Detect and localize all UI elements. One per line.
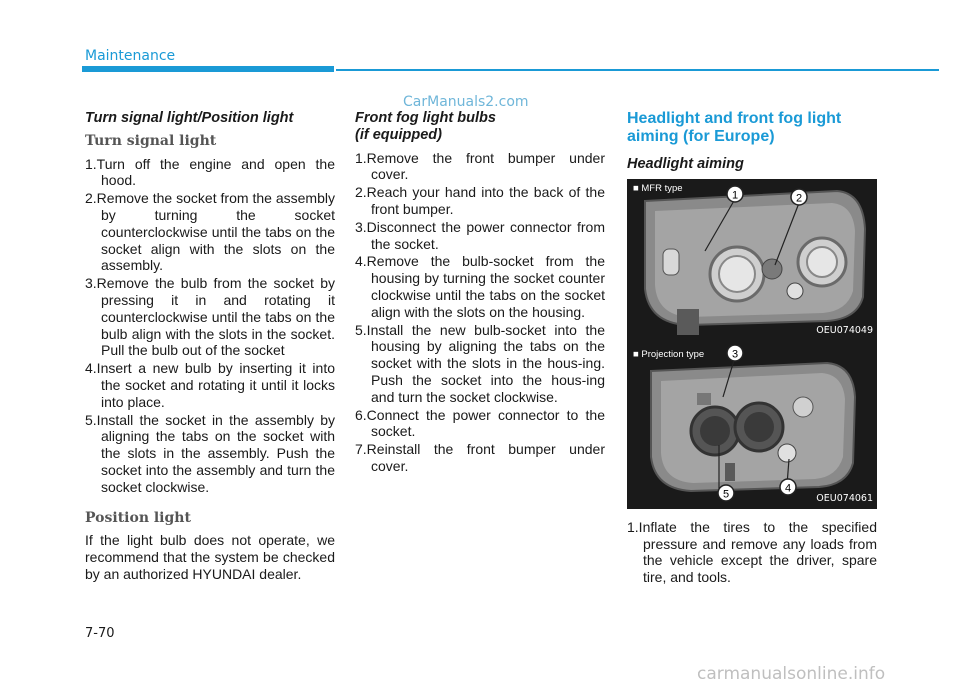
header-rule [336,69,939,71]
step-item: 1.Inflate the tires to the specified pressure and remove any loads from the vehicle except the driver, spare tire, and tools. [627,518,877,586]
page-number: 7-70 [85,626,115,641]
fog-light-heading-line2: (if equipped) [355,126,442,143]
step-item: 1.Remove the front bumper under cover. [355,149,605,183]
aiming-heading-line2: aiming (for Europe) [627,128,775,145]
position-light-subheading: Position light [85,509,191,526]
fog-light-steps [355,150,605,475]
mfr-figure-code: OEU074049 [816,325,873,336]
header-accent-bar [82,66,334,72]
fog-light-heading-line1: Front fog light bulbs [355,110,496,126]
mfr-headlamp-illustration [627,179,877,341]
step-item: 5.Install the socket in the assembly by aligning the tabs on the socket with the slots in the assembly. Push the socket into the assembly and turn the socket clockwise. [85,411,335,495]
step-item: 2.Reach your hand into the back of the front bumper. [355,184,605,217]
column-headlight-aiming [627,110,877,587]
turn-signal-heading: Turn signal light/Position light [85,110,294,126]
step-item: 3.Disconnect the power connector from the socket. [355,218,605,252]
step-item: 6.Connect the power connector to the socket. [355,406,605,440]
column-fog-light [355,110,605,476]
watermark-top[interactable]: CarManuals2.com [403,94,529,110]
headlight-aiming-subheading: Headlight aiming [627,156,744,172]
step-item: 1.Turn off the engine and open the hood. [85,155,335,189]
aiming-heading-line1: Headlight and front fog light [627,110,842,127]
callout-1-label: 1 [731,189,739,202]
step-item: 5.Install the new bulb-socket into the housing by aligning the tabs on the socket with the slots in the hous-ing. Push the socket into the hous-ing and turn the socket clockwise. [355,321,605,405]
step-item: 3.Remove the bulb from the socket by pressing it in and rotating it counterclockwise until the tabs on the bulb align with the slots in the socket. Pull the bulb out of the socket [85,275,335,359]
callout-2-label: 2 [795,192,803,205]
projection-type-label: ■ Projection type [633,348,705,360]
callout-3-label: 3 [731,348,739,361]
turn-signal-subheading: Turn signal light [85,132,217,149]
step-item: 2.Remove the socket from the assembly by turning the socket counterclockwise until the tabs on the socket align with the slots on the assembly. [85,190,335,274]
mfr-type-panel [627,179,877,341]
step-item: 4.Insert a new bulb by inserting it into the socket and rotating it until it locks into place. [85,360,335,410]
projection-figure-code: OEU074061 [816,493,873,504]
position-light-paragraph: If the light bulb does not operate, we recommend that the system be checked by an authorized HYUNDAI dealer. [85,532,335,582]
projection-headlamp-illustration [627,345,877,509]
step-item: 4.Remove the bulb-socket from the housing by turning the socket counter clockwise until the tabs on the socket align with the slots on the housing. [355,253,605,320]
turn-signal-steps [85,156,335,496]
watermark-bottom[interactable]: carmanualsonline.info [697,664,886,684]
callout-5-label: 5 [722,488,730,501]
mfr-type-label: ■ MFR type [633,182,683,194]
column-turn-signal [85,110,335,583]
aiming-steps [627,519,877,586]
projection-type-panel [627,345,877,509]
section-title: Maintenance [85,48,176,64]
headlight-figure [627,179,877,509]
callout-4-label: 4 [784,482,792,495]
step-item: 7.Reinstall the front bumper under cover. [355,441,605,474]
